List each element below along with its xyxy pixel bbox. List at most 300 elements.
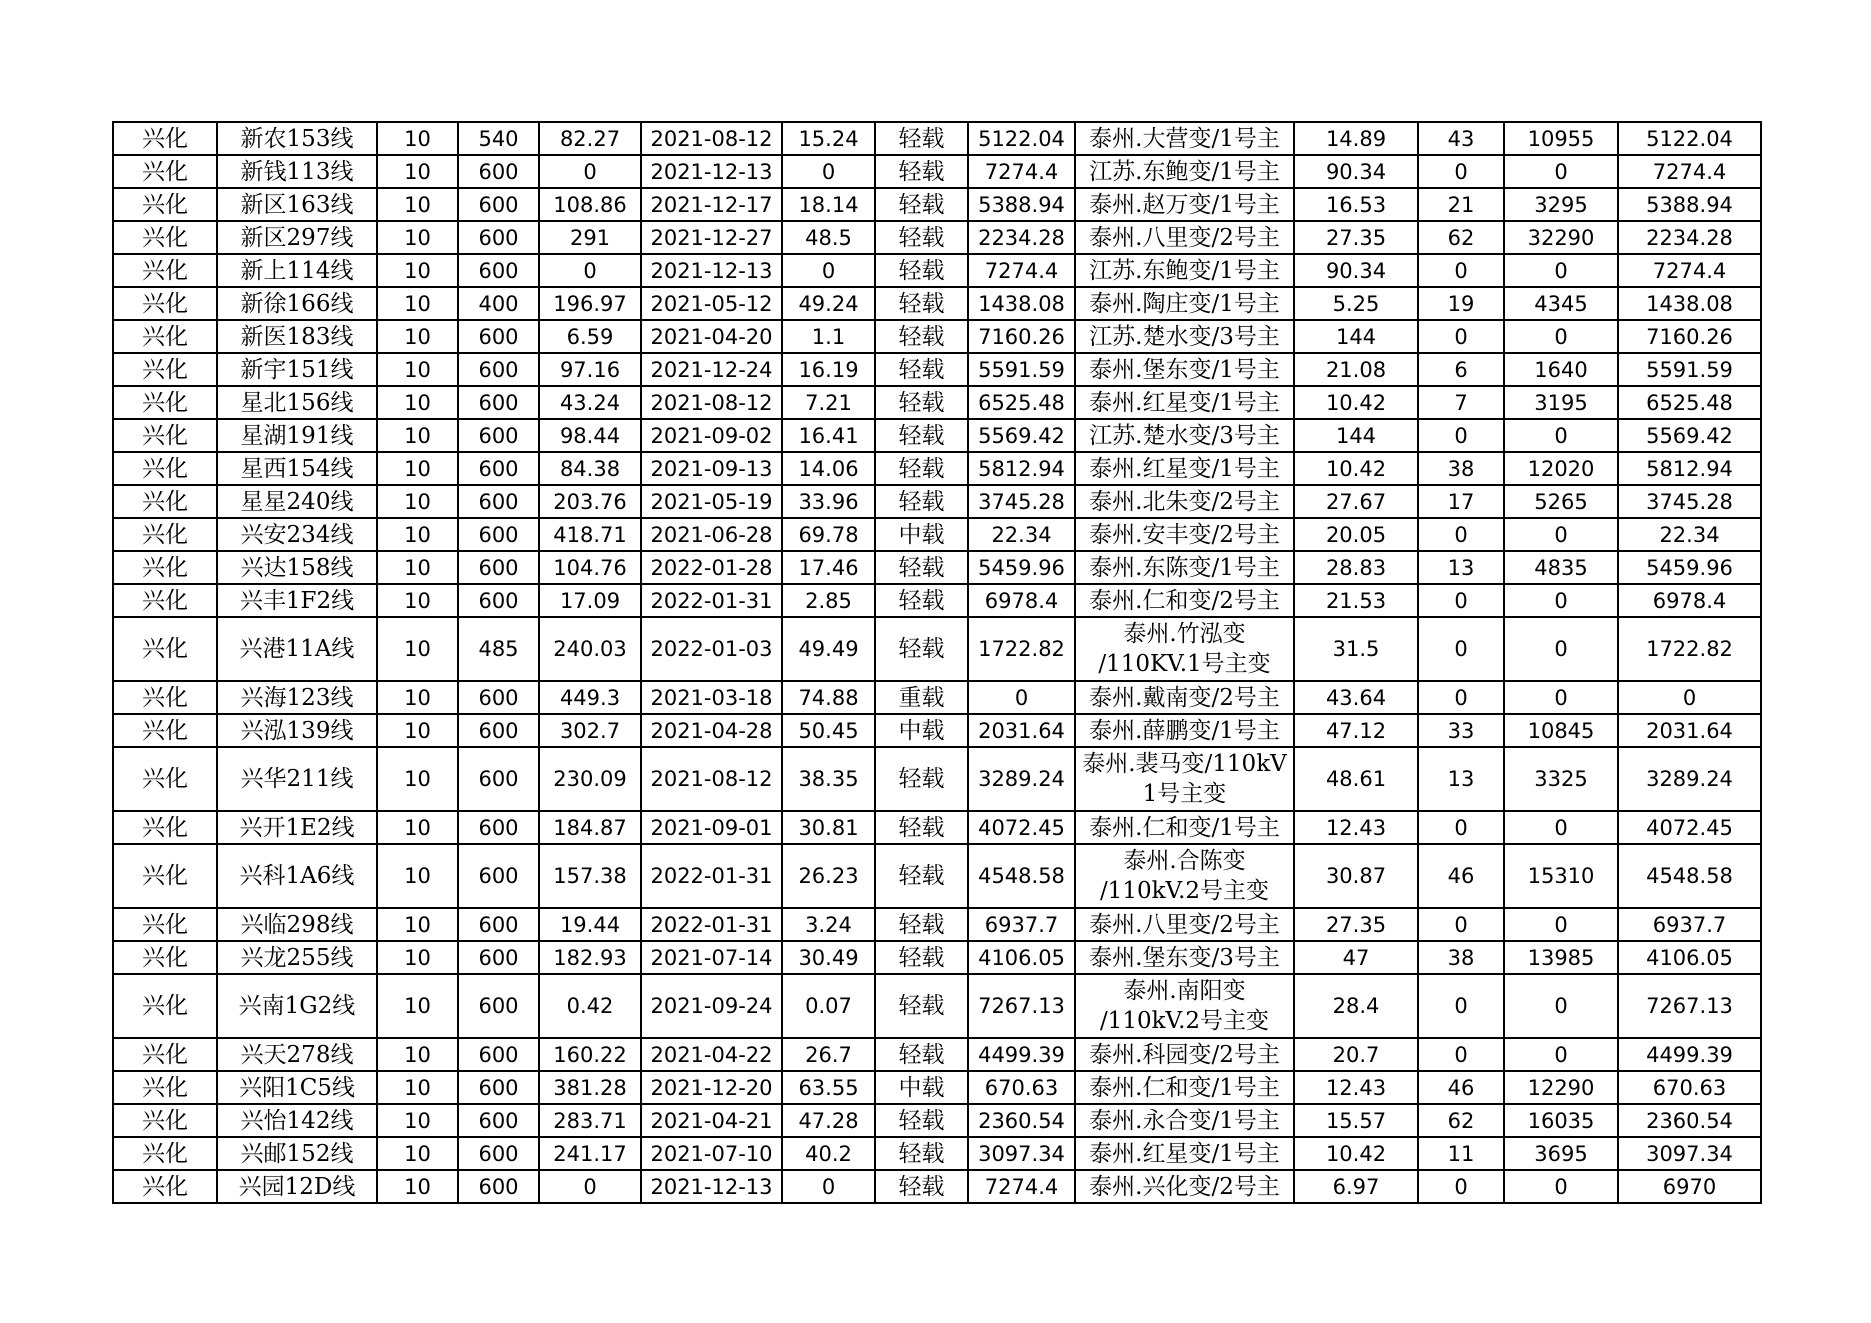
cell-load-status: 轻载 <box>875 617 968 681</box>
cell-load-status: 轻载 <box>875 974 968 1038</box>
cell-user-capacity: 4345 <box>1504 287 1618 320</box>
cell-line-name: 兴龙255线 <box>217 941 377 974</box>
cell-load-status: 轻载 <box>875 221 968 254</box>
cell-voltage: 10 <box>377 681 458 714</box>
cell-line-name: 兴邮152线 <box>217 1137 377 1170</box>
cell-main-transformer-load: 144 <box>1294 320 1418 353</box>
cell-rated-capacity: 600 <box>458 452 539 485</box>
cell-county: 兴化 <box>113 584 217 617</box>
cell-voltage: 10 <box>377 974 458 1038</box>
cell-line-name: 兴南1G2线 <box>217 974 377 1038</box>
cell-load-rate: 30.81 <box>782 811 875 844</box>
cell-load-value: 17.09 <box>539 584 641 617</box>
cell-rated-capacity: 600 <box>458 353 539 386</box>
cell-county: 兴化 <box>113 551 217 584</box>
cell-remaining-capacity: 5569.42 <box>1618 419 1761 452</box>
cell-substation: 泰州.红星变/1号主 <box>1075 386 1294 419</box>
cell-substation: 泰州.大营变/1号主 <box>1075 122 1294 155</box>
cell-load-status: 轻载 <box>875 811 968 844</box>
cell-line-name: 兴怡142线 <box>217 1104 377 1137</box>
cell-line-name: 兴达158线 <box>217 551 377 584</box>
cell-user-capacity: 1640 <box>1504 353 1618 386</box>
cell-main-transformer-load: 90.34 <box>1294 155 1418 188</box>
table-row <box>113 714 1761 747</box>
cell-load-value: 196.97 <box>539 287 641 320</box>
table-row <box>113 941 1761 974</box>
cell-date: 2021-07-10 <box>641 1137 782 1170</box>
cell-load-rate: 74.88 <box>782 681 875 714</box>
cell-user-capacity: 0 <box>1504 974 1618 1038</box>
cell-substation: 泰州.堡东变/1号主 <box>1075 353 1294 386</box>
cell-county: 兴化 <box>113 617 217 681</box>
cell-remaining-capacity: 4499.39 <box>1618 1038 1761 1071</box>
cell-load-status: 轻载 <box>875 551 968 584</box>
cell-line-name: 星北156线 <box>217 386 377 419</box>
cell-voltage: 10 <box>377 584 458 617</box>
cell-county: 兴化 <box>113 844 217 908</box>
cell-voltage: 10 <box>377 617 458 681</box>
cell-load-value: 160.22 <box>539 1038 641 1071</box>
cell-main-transformer-load: 16.53 <box>1294 188 1418 221</box>
cell-date: 2021-05-19 <box>641 485 782 518</box>
cell-remaining-capacity: 3745.28 <box>1618 485 1761 518</box>
cell-remaining-capacity: 4106.05 <box>1618 941 1761 974</box>
cell-voltage: 10 <box>377 353 458 386</box>
cell-user-count: 43 <box>1418 122 1504 155</box>
cell-available-capacity: 5122.04 <box>968 122 1075 155</box>
cell-remaining-capacity: 0 <box>1618 681 1761 714</box>
cell-load-rate: 26.23 <box>782 844 875 908</box>
cell-county: 兴化 <box>113 320 217 353</box>
cell-substation: 江苏.楚水变/3号主 <box>1075 320 1294 353</box>
cell-user-count: 0 <box>1418 1038 1504 1071</box>
cell-user-count: 33 <box>1418 714 1504 747</box>
table-row <box>113 518 1761 551</box>
cell-substation: 泰州.仁和变/1号主 <box>1075 1071 1294 1104</box>
cell-load-rate: 1.1 <box>782 320 875 353</box>
cell-user-count: 0 <box>1418 811 1504 844</box>
cell-date: 2022-01-03 <box>641 617 782 681</box>
cell-main-transformer-load: 27.35 <box>1294 908 1418 941</box>
cell-main-transformer-load: 144 <box>1294 419 1418 452</box>
cell-load-value: 19.44 <box>539 908 641 941</box>
cell-main-transformer-load: 5.25 <box>1294 287 1418 320</box>
cell-rated-capacity: 600 <box>458 584 539 617</box>
cell-voltage: 10 <box>377 844 458 908</box>
cell-rated-capacity: 600 <box>458 1170 539 1203</box>
cell-voltage: 10 <box>377 485 458 518</box>
cell-available-capacity: 5388.94 <box>968 188 1075 221</box>
table-row <box>113 1170 1761 1203</box>
cell-load-status: 重载 <box>875 681 968 714</box>
cell-user-count: 62 <box>1418 221 1504 254</box>
cell-remaining-capacity: 2234.28 <box>1618 221 1761 254</box>
cell-load-status: 轻载 <box>875 353 968 386</box>
cell-rated-capacity: 485 <box>458 617 539 681</box>
table-row <box>113 551 1761 584</box>
cell-user-capacity: 3195 <box>1504 386 1618 419</box>
cell-rated-capacity: 600 <box>458 908 539 941</box>
cell-main-transformer-load: 14.89 <box>1294 122 1418 155</box>
cell-voltage: 10 <box>377 1104 458 1137</box>
cell-rated-capacity: 600 <box>458 714 539 747</box>
cell-rated-capacity: 600 <box>458 551 539 584</box>
cell-line-name: 星西154线 <box>217 452 377 485</box>
cell-available-capacity: 2360.54 <box>968 1104 1075 1137</box>
cell-rated-capacity: 600 <box>458 941 539 974</box>
cell-county: 兴化 <box>113 1038 217 1071</box>
cell-main-transformer-load: 12.43 <box>1294 811 1418 844</box>
table-row <box>113 617 1761 681</box>
cell-substation: 泰州.东陈变/1号主 <box>1075 551 1294 584</box>
cell-voltage: 10 <box>377 254 458 287</box>
cell-load-status: 轻载 <box>875 485 968 518</box>
cell-load-rate: 40.2 <box>782 1137 875 1170</box>
cell-load-rate: 50.45 <box>782 714 875 747</box>
cell-county: 兴化 <box>113 1104 217 1137</box>
cell-remaining-capacity: 5591.59 <box>1618 353 1761 386</box>
cell-available-capacity: 5569.42 <box>968 419 1075 452</box>
cell-rated-capacity: 600 <box>458 254 539 287</box>
cell-substation: 泰州.八里变/2号主 <box>1075 908 1294 941</box>
cell-main-transformer-load: 43.64 <box>1294 681 1418 714</box>
cell-rated-capacity: 600 <box>458 1104 539 1137</box>
cell-line-name: 兴华211线 <box>217 747 377 811</box>
cell-voltage: 10 <box>377 811 458 844</box>
cell-date: 2021-08-12 <box>641 386 782 419</box>
cell-substation: 泰州.南阳变 /110kV.2号主变 <box>1075 974 1294 1038</box>
cell-county: 兴化 <box>113 122 217 155</box>
cell-line-name: 兴开1E2线 <box>217 811 377 844</box>
cell-county: 兴化 <box>113 287 217 320</box>
cell-user-count: 0 <box>1418 974 1504 1038</box>
cell-county: 兴化 <box>113 681 217 714</box>
cell-load-value: 84.38 <box>539 452 641 485</box>
cell-rated-capacity: 600 <box>458 188 539 221</box>
cell-user-count: 0 <box>1418 155 1504 188</box>
cell-main-transformer-load: 15.57 <box>1294 1104 1418 1137</box>
cell-load-rate: 49.24 <box>782 287 875 320</box>
table-row <box>113 844 1761 908</box>
cell-load-status: 轻载 <box>875 584 968 617</box>
cell-remaining-capacity: 7267.13 <box>1618 974 1761 1038</box>
cell-line-name: 兴科1A6线 <box>217 844 377 908</box>
cell-load-status: 轻载 <box>875 1038 968 1071</box>
cell-voltage: 10 <box>377 155 458 188</box>
cell-available-capacity: 22.34 <box>968 518 1075 551</box>
cell-substation: 江苏.楚水变/3号主 <box>1075 419 1294 452</box>
cell-user-count: 46 <box>1418 844 1504 908</box>
cell-rated-capacity: 400 <box>458 287 539 320</box>
cell-main-transformer-load: 21.53 <box>1294 584 1418 617</box>
cell-user-capacity: 0 <box>1504 681 1618 714</box>
cell-user-capacity: 16035 <box>1504 1104 1618 1137</box>
cell-substation: 泰州.仁和变/2号主 <box>1075 584 1294 617</box>
cell-user-count: 7 <box>1418 386 1504 419</box>
cell-remaining-capacity: 7274.4 <box>1618 155 1761 188</box>
cell-rated-capacity: 600 <box>458 681 539 714</box>
data-table <box>112 121 1762 1204</box>
cell-remaining-capacity: 1722.82 <box>1618 617 1761 681</box>
cell-voltage: 10 <box>377 287 458 320</box>
cell-user-capacity: 0 <box>1504 518 1618 551</box>
cell-main-transformer-load: 30.87 <box>1294 844 1418 908</box>
cell-line-name: 兴天278线 <box>217 1038 377 1071</box>
cell-load-status: 轻载 <box>875 452 968 485</box>
cell-substation: 泰州.红星变/1号主 <box>1075 452 1294 485</box>
cell-date: 2021-08-12 <box>641 747 782 811</box>
cell-available-capacity: 2234.28 <box>968 221 1075 254</box>
cell-user-count: 6 <box>1418 353 1504 386</box>
cell-remaining-capacity: 7160.26 <box>1618 320 1761 353</box>
cell-line-name: 新区297线 <box>217 221 377 254</box>
cell-remaining-capacity: 1438.08 <box>1618 287 1761 320</box>
cell-rated-capacity: 600 <box>458 1038 539 1071</box>
cell-user-count: 0 <box>1418 320 1504 353</box>
cell-load-status: 轻载 <box>875 1170 968 1203</box>
cell-load-value: 0 <box>539 155 641 188</box>
cell-line-name: 兴港11A线 <box>217 617 377 681</box>
cell-user-count: 0 <box>1418 584 1504 617</box>
table-row <box>113 386 1761 419</box>
cell-load-rate: 7.21 <box>782 386 875 419</box>
cell-load-rate: 38.35 <box>782 747 875 811</box>
cell-line-name: 新钱113线 <box>217 155 377 188</box>
table-row <box>113 320 1761 353</box>
cell-load-status: 中载 <box>875 518 968 551</box>
cell-line-name: 兴安234线 <box>217 518 377 551</box>
table-row <box>113 452 1761 485</box>
cell-load-rate: 14.06 <box>782 452 875 485</box>
cell-load-value: 449.3 <box>539 681 641 714</box>
cell-available-capacity: 7160.26 <box>968 320 1075 353</box>
cell-remaining-capacity: 4072.45 <box>1618 811 1761 844</box>
cell-user-capacity: 0 <box>1504 908 1618 941</box>
cell-available-capacity: 4106.05 <box>968 941 1075 974</box>
cell-rated-capacity: 600 <box>458 386 539 419</box>
cell-user-capacity: 0 <box>1504 320 1618 353</box>
cell-voltage: 10 <box>377 419 458 452</box>
cell-load-rate: 2.85 <box>782 584 875 617</box>
cell-date: 2021-04-21 <box>641 1104 782 1137</box>
cell-date: 2021-12-13 <box>641 1170 782 1203</box>
cell-user-count: 0 <box>1418 908 1504 941</box>
cell-user-capacity: 4835 <box>1504 551 1618 584</box>
cell-line-name: 星湖191线 <box>217 419 377 452</box>
cell-main-transformer-load: 47 <box>1294 941 1418 974</box>
cell-county: 兴化 <box>113 254 217 287</box>
cell-available-capacity: 5812.94 <box>968 452 1075 485</box>
cell-load-rate: 0 <box>782 254 875 287</box>
cell-load-status: 轻载 <box>875 287 968 320</box>
cell-voltage: 10 <box>377 551 458 584</box>
cell-user-count: 13 <box>1418 747 1504 811</box>
cell-user-capacity: 0 <box>1504 1038 1618 1071</box>
cell-substation: 泰州.安丰变/2号主 <box>1075 518 1294 551</box>
cell-load-rate: 49.49 <box>782 617 875 681</box>
table-row <box>113 908 1761 941</box>
cell-user-capacity: 0 <box>1504 254 1618 287</box>
cell-load-value: 241.17 <box>539 1137 641 1170</box>
cell-user-count: 38 <box>1418 452 1504 485</box>
cell-line-name: 兴临298线 <box>217 908 377 941</box>
cell-load-value: 203.76 <box>539 485 641 518</box>
cell-user-capacity: 0 <box>1504 419 1618 452</box>
cell-user-capacity: 0 <box>1504 1170 1618 1203</box>
cell-main-transformer-load: 20.05 <box>1294 518 1418 551</box>
cell-load-rate: 3.24 <box>782 908 875 941</box>
cell-substation: 泰州.赵万变/1号主 <box>1075 188 1294 221</box>
cell-main-transformer-load: 6.97 <box>1294 1170 1418 1203</box>
cell-load-value: 230.09 <box>539 747 641 811</box>
cell-load-status: 轻载 <box>875 320 968 353</box>
cell-date: 2021-12-20 <box>641 1071 782 1104</box>
cell-user-count: 38 <box>1418 941 1504 974</box>
table-row <box>113 287 1761 320</box>
cell-remaining-capacity: 6978.4 <box>1618 584 1761 617</box>
cell-available-capacity: 6525.48 <box>968 386 1075 419</box>
cell-load-status: 中载 <box>875 1071 968 1104</box>
cell-user-capacity: 5265 <box>1504 485 1618 518</box>
cell-date: 2021-04-22 <box>641 1038 782 1071</box>
cell-remaining-capacity: 7274.4 <box>1618 254 1761 287</box>
cell-load-status: 轻载 <box>875 254 968 287</box>
cell-load-value: 418.71 <box>539 518 641 551</box>
cell-load-rate: 16.41 <box>782 419 875 452</box>
cell-load-value: 302.7 <box>539 714 641 747</box>
cell-available-capacity: 3097.34 <box>968 1137 1075 1170</box>
table-row <box>113 974 1761 1038</box>
cell-voltage: 10 <box>377 747 458 811</box>
cell-load-value: 104.76 <box>539 551 641 584</box>
cell-load-value: 184.87 <box>539 811 641 844</box>
cell-county: 兴化 <box>113 188 217 221</box>
cell-load-value: 0 <box>539 254 641 287</box>
cell-load-value: 6.59 <box>539 320 641 353</box>
cell-user-capacity: 12020 <box>1504 452 1618 485</box>
cell-county: 兴化 <box>113 1170 217 1203</box>
cell-date: 2021-03-18 <box>641 681 782 714</box>
cell-main-transformer-load: 10.42 <box>1294 386 1418 419</box>
cell-available-capacity: 3745.28 <box>968 485 1075 518</box>
cell-available-capacity: 2031.64 <box>968 714 1075 747</box>
cell-substation: 泰州.红星变/1号主 <box>1075 1137 1294 1170</box>
cell-substation: 泰州.竹泓变 /110KV.1号主变 <box>1075 617 1294 681</box>
table-row <box>113 811 1761 844</box>
cell-load-status: 轻载 <box>875 941 968 974</box>
cell-main-transformer-load: 12.43 <box>1294 1071 1418 1104</box>
cell-user-capacity: 3325 <box>1504 747 1618 811</box>
cell-county: 兴化 <box>113 386 217 419</box>
cell-main-transformer-load: 90.34 <box>1294 254 1418 287</box>
cell-rated-capacity: 600 <box>458 747 539 811</box>
cell-load-value: 182.93 <box>539 941 641 974</box>
cell-voltage: 10 <box>377 122 458 155</box>
cell-available-capacity: 5591.59 <box>968 353 1075 386</box>
cell-county: 兴化 <box>113 485 217 518</box>
cell-load-rate: 48.5 <box>782 221 875 254</box>
cell-remaining-capacity: 6525.48 <box>1618 386 1761 419</box>
cell-substation: 泰州.合陈变 /110kV.2号主变 <box>1075 844 1294 908</box>
cell-line-name: 新宇151线 <box>217 353 377 386</box>
cell-remaining-capacity: 5459.96 <box>1618 551 1761 584</box>
cell-user-count: 0 <box>1418 518 1504 551</box>
cell-county: 兴化 <box>113 419 217 452</box>
cell-date: 2021-12-27 <box>641 221 782 254</box>
cell-county: 兴化 <box>113 1137 217 1170</box>
cell-load-rate: 47.28 <box>782 1104 875 1137</box>
cell-available-capacity: 5459.96 <box>968 551 1075 584</box>
cell-remaining-capacity: 2031.64 <box>1618 714 1761 747</box>
cell-load-rate: 33.96 <box>782 485 875 518</box>
cell-county: 兴化 <box>113 452 217 485</box>
cell-user-capacity: 0 <box>1504 584 1618 617</box>
cell-rated-capacity: 600 <box>458 1071 539 1104</box>
cell-substation: 泰州.裴马变/110kV 1号主变 <box>1075 747 1294 811</box>
cell-load-rate: 18.14 <box>782 188 875 221</box>
cell-load-rate: 30.49 <box>782 941 875 974</box>
cell-date: 2021-09-13 <box>641 452 782 485</box>
cell-load-rate: 17.46 <box>782 551 875 584</box>
cell-load-value: 0.42 <box>539 974 641 1038</box>
cell-county: 兴化 <box>113 811 217 844</box>
cell-main-transformer-load: 10.42 <box>1294 452 1418 485</box>
cell-available-capacity: 4499.39 <box>968 1038 1075 1071</box>
cell-date: 2022-01-31 <box>641 908 782 941</box>
cell-user-capacity: 10845 <box>1504 714 1618 747</box>
cell-rated-capacity: 600 <box>458 1137 539 1170</box>
cell-load-value: 82.27 <box>539 122 641 155</box>
cell-load-status: 中载 <box>875 714 968 747</box>
cell-load-rate: 69.78 <box>782 518 875 551</box>
table-body <box>113 122 1761 1203</box>
cell-load-value: 291 <box>539 221 641 254</box>
cell-substation: 泰州.科园变/2号主 <box>1075 1038 1294 1071</box>
cell-line-name: 新农153线 <box>217 122 377 155</box>
cell-load-rate: 15.24 <box>782 122 875 155</box>
cell-main-transformer-load: 21.08 <box>1294 353 1418 386</box>
cell-remaining-capacity: 4548.58 <box>1618 844 1761 908</box>
cell-date: 2021-12-24 <box>641 353 782 386</box>
cell-main-transformer-load: 47.12 <box>1294 714 1418 747</box>
cell-load-value: 157.38 <box>539 844 641 908</box>
cell-load-rate: 0 <box>782 1170 875 1203</box>
cell-line-name: 新徐166线 <box>217 287 377 320</box>
cell-voltage: 10 <box>377 518 458 551</box>
cell-available-capacity: 6937.7 <box>968 908 1075 941</box>
cell-voltage: 10 <box>377 1038 458 1071</box>
cell-load-value: 97.16 <box>539 353 641 386</box>
cell-user-capacity: 3295 <box>1504 188 1618 221</box>
cell-main-transformer-load: 27.67 <box>1294 485 1418 518</box>
table-row <box>113 254 1761 287</box>
cell-remaining-capacity: 2360.54 <box>1618 1104 1761 1137</box>
cell-line-name: 新上114线 <box>217 254 377 287</box>
cell-available-capacity: 7274.4 <box>968 1170 1075 1203</box>
cell-voltage: 10 <box>377 320 458 353</box>
cell-remaining-capacity: 5812.94 <box>1618 452 1761 485</box>
cell-voltage: 10 <box>377 941 458 974</box>
cell-substation: 江苏.东鲍变/1号主 <box>1075 155 1294 188</box>
cell-load-value: 0 <box>539 1170 641 1203</box>
cell-user-capacity: 32290 <box>1504 221 1618 254</box>
cell-remaining-capacity: 6937.7 <box>1618 908 1761 941</box>
cell-date: 2022-01-28 <box>641 551 782 584</box>
cell-substation: 泰州.仁和变/1号主 <box>1075 811 1294 844</box>
cell-remaining-capacity: 6970 <box>1618 1170 1761 1203</box>
cell-date: 2021-09-01 <box>641 811 782 844</box>
cell-voltage: 10 <box>377 1170 458 1203</box>
